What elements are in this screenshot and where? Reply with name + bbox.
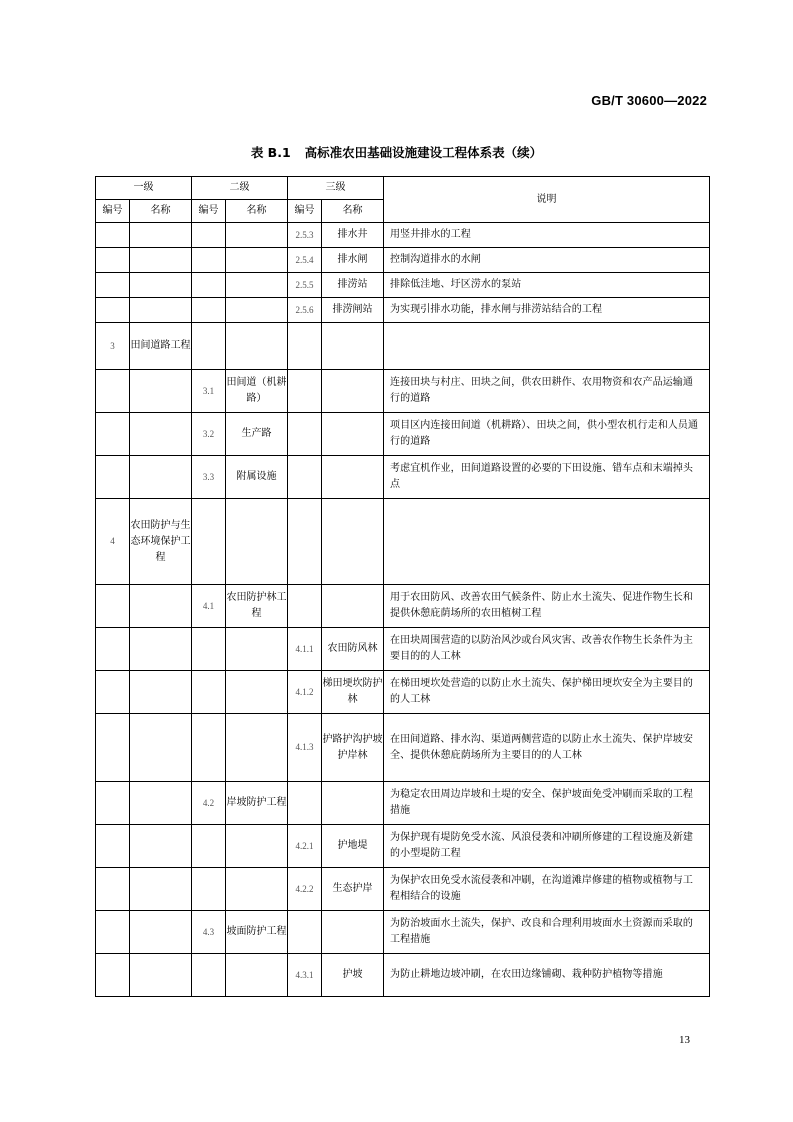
name-cell (226, 628, 288, 671)
table-row (96, 585, 710, 628)
code-cell (192, 954, 226, 997)
header-code: 编号 (288, 200, 322, 223)
code-cell (288, 323, 322, 370)
name-cell: 农田防护林工程 (226, 585, 288, 628)
code-cell (288, 413, 322, 456)
name-cell (130, 714, 192, 782)
name-cell: 护路护沟护坡护岸林 (322, 714, 384, 782)
name-cell: 排涝闸站 (322, 298, 384, 323)
code-cell (96, 782, 130, 825)
name-cell: 农田防护与生态环境保护工程 (130, 499, 192, 585)
name-cell (226, 323, 288, 370)
name-cell: 生产路 (226, 413, 288, 456)
code-cell: 4.1.1 (288, 628, 322, 671)
code-cell (192, 825, 226, 868)
name-cell (322, 911, 384, 954)
name-cell (226, 714, 288, 782)
table-row (96, 671, 710, 714)
name-cell: 岸坡防护工程 (226, 782, 288, 825)
name-cell (226, 273, 288, 298)
code-cell (96, 714, 130, 782)
description-cell: 为防治坡面水土流失，保护、改良和合理利用坡面水土资源而采取的工程措施 (384, 911, 710, 954)
name-cell (130, 782, 192, 825)
code-cell (96, 585, 130, 628)
code-cell (288, 370, 322, 413)
table-row (96, 911, 710, 954)
description-cell: 为稳定农田周边岸坡和土堤的安全、保护坡面免受冲刷而采取的工程措施 (384, 782, 710, 825)
name-cell (226, 298, 288, 323)
header-level2: 二级 (192, 177, 288, 200)
table-row (96, 499, 710, 585)
name-cell (130, 954, 192, 997)
code-cell (96, 273, 130, 298)
table-row (96, 456, 710, 499)
code-cell (96, 954, 130, 997)
description-cell: 为保护现有堤防免受水流、风浪侵袭和冲刷所修建的工程设施及新建的小型堤防工程 (384, 825, 710, 868)
name-cell (130, 868, 192, 911)
code-cell (288, 782, 322, 825)
code-cell (192, 671, 226, 714)
table-row (96, 323, 710, 370)
code-cell (96, 298, 130, 323)
header-level3: 三级 (288, 177, 384, 200)
code-cell: 4.2.1 (288, 825, 322, 868)
name-cell (322, 323, 384, 370)
table-number: 表 B.1 (250, 145, 291, 160)
name-cell: 田间道路工程 (130, 323, 192, 370)
name-cell (130, 671, 192, 714)
description-cell: 在田间道路、排水沟、渠道两侧营造的以防止水土流失、保护岸坡安全、提供休憩庇荫场所为主要目的的人工林 (384, 714, 710, 782)
code-cell: 3.3 (192, 456, 226, 499)
name-cell (322, 499, 384, 585)
standard-code: GB/T 30600—2022 (591, 93, 707, 108)
code-cell (192, 223, 226, 248)
name-cell: 梯田埂坎防护林 (322, 671, 384, 714)
code-cell: 4.1.2 (288, 671, 322, 714)
code-cell: 2.5.3 (288, 223, 322, 248)
code-cell (96, 413, 130, 456)
table-row (96, 370, 710, 413)
name-cell (130, 456, 192, 499)
name-cell (322, 456, 384, 499)
name-cell (226, 499, 288, 585)
name-cell (226, 671, 288, 714)
code-cell: 2.5.6 (288, 298, 322, 323)
name-cell (130, 911, 192, 954)
description-cell: 用竖井排水的工程 (384, 223, 710, 248)
name-cell (130, 413, 192, 456)
name-cell (226, 954, 288, 997)
description-cell: 在梯田埂坎处营造的以防止水土流失、保护梯田埂坎安全为主要目的的人工林 (384, 671, 710, 714)
code-cell (192, 298, 226, 323)
description-cell: 为实现引排水功能，排水闸与排涝站结合的工程 (384, 298, 710, 323)
name-cell (322, 413, 384, 456)
description-cell: 为防止耕地边坡冲刷，在农田边缘铺砌、栽种防护植物等措施 (384, 954, 710, 997)
description-cell: 排除低洼地、圩区涝水的泵站 (384, 273, 710, 298)
code-cell (288, 456, 322, 499)
code-cell (96, 628, 130, 671)
name-cell (130, 585, 192, 628)
description-cell: 用于农田防风、改善农田气候条件、防止水土流失、促进作物生长和提供休憩庇荫场所的农田植树工程 (384, 585, 710, 628)
description-cell: 为保护农田免受水流侵袭和冲刷，在沟道滩岸修建的植物或植物与工程相结合的设施 (384, 868, 710, 911)
name-cell (322, 370, 384, 413)
table-row (96, 273, 710, 298)
table-title: 高标准农田基础设施建设工程体系表（续） (304, 145, 543, 160)
header-code: 编号 (96, 200, 130, 223)
table-row (96, 868, 710, 911)
code-cell (96, 825, 130, 868)
code-cell: 4.3 (192, 911, 226, 954)
code-cell: 2.5.5 (288, 273, 322, 298)
name-cell (226, 868, 288, 911)
table-row (96, 714, 710, 782)
name-cell (130, 273, 192, 298)
header-level1: 一级 (96, 177, 192, 200)
header-name: 名称 (130, 200, 192, 223)
name-cell (226, 825, 288, 868)
table-row (96, 782, 710, 825)
code-cell (96, 911, 130, 954)
engineering-system-table (95, 176, 710, 997)
name-cell (322, 585, 384, 628)
code-cell: 4.1 (192, 585, 226, 628)
code-cell (192, 248, 226, 273)
description-cell: 在田块周围营造的以防治风沙或台风灾害、改善农作物生长条件为主要目的的人工林 (384, 628, 710, 671)
header-code: 编号 (192, 200, 226, 223)
code-cell (192, 273, 226, 298)
code-cell (96, 223, 130, 248)
name-cell: 坡面防护工程 (226, 911, 288, 954)
code-cell: 3 (96, 323, 130, 370)
description-cell (384, 499, 710, 585)
table-row (96, 628, 710, 671)
code-cell (96, 868, 130, 911)
page-number: 13 (679, 1034, 690, 1046)
name-cell (130, 628, 192, 671)
code-cell (192, 868, 226, 911)
code-cell: 4.2 (192, 782, 226, 825)
code-cell (288, 585, 322, 628)
name-cell (130, 223, 192, 248)
header-description: 说明 (384, 177, 710, 223)
code-cell (96, 370, 130, 413)
code-cell: 3.1 (192, 370, 226, 413)
name-cell: 护地堤 (322, 825, 384, 868)
description-cell: 连接田块与村庄、田块之间，供农田耕作、农用物资和农产品运输通行的道路 (384, 370, 710, 413)
name-cell: 排水井 (322, 223, 384, 248)
description-cell (384, 323, 710, 370)
name-cell: 生态护岸 (322, 868, 384, 911)
name-cell: 排涝站 (322, 273, 384, 298)
code-cell: 3.2 (192, 413, 226, 456)
table-row (96, 954, 710, 997)
name-cell: 排水闸 (322, 248, 384, 273)
name-cell (130, 825, 192, 868)
header-name: 名称 (226, 200, 288, 223)
name-cell (322, 782, 384, 825)
header-name: 名称 (322, 200, 384, 223)
name-cell (226, 223, 288, 248)
name-cell (130, 298, 192, 323)
name-cell (130, 370, 192, 413)
code-cell (288, 499, 322, 585)
description-cell: 考虑宜机作业，田间道路设置的必要的下田设施、错车点和末端掉头点 (384, 456, 710, 499)
table-row (96, 825, 710, 868)
code-cell (288, 911, 322, 954)
code-cell (96, 456, 130, 499)
code-cell (192, 499, 226, 585)
code-cell (192, 628, 226, 671)
table-row (96, 248, 710, 273)
code-cell: 4.3.1 (288, 954, 322, 997)
code-cell: 4.1.3 (288, 714, 322, 782)
code-cell (192, 323, 226, 370)
description-cell: 控制沟道排水的水闸 (384, 248, 710, 273)
code-cell (192, 714, 226, 782)
name-cell: 护坡 (322, 954, 384, 997)
code-cell: 2.5.4 (288, 248, 322, 273)
table-row (96, 413, 710, 456)
code-cell: 4 (96, 499, 130, 585)
name-cell: 农田防风林 (322, 628, 384, 671)
code-cell: 4.2.2 (288, 868, 322, 911)
name-cell (130, 248, 192, 273)
code-cell (96, 671, 130, 714)
name-cell: 附属设施 (226, 456, 288, 499)
description-cell: 项目区内连接田间道（机耕路）、田块之间，供小型农机行走和人员通行的道路 (384, 413, 710, 456)
code-cell (96, 248, 130, 273)
name-cell: 田间道（机耕路） (226, 370, 288, 413)
table-caption (0, 143, 793, 161)
name-cell (226, 248, 288, 273)
table-row (96, 223, 710, 248)
table-row (96, 298, 710, 323)
